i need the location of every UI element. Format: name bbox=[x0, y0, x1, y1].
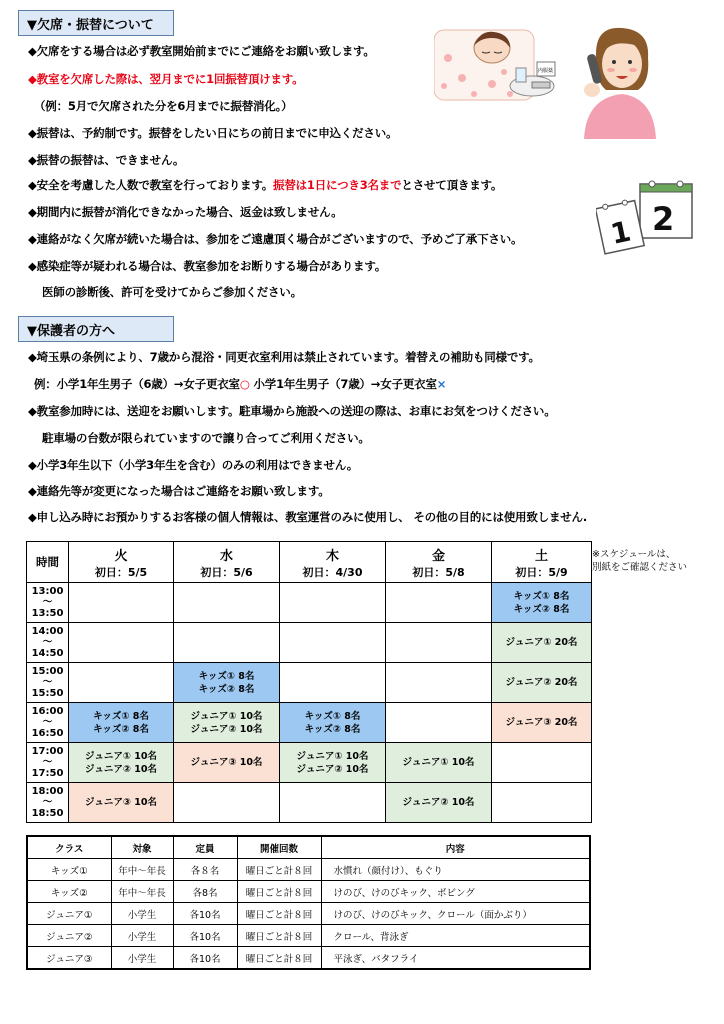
class-header-row bbox=[27, 836, 590, 859]
time-slot bbox=[27, 743, 69, 783]
schedule-cell-junior3 bbox=[174, 743, 280, 783]
class-capacity: 各10名 bbox=[173, 925, 237, 947]
time-tilde: ～ bbox=[42, 597, 53, 608]
guardian-line-5: ◆小学3年生以下（小学3年生を含む）のみの利用はできません。 bbox=[28, 458, 359, 472]
time-start: 16:00 bbox=[31, 706, 64, 717]
schedule-row-1800 bbox=[27, 783, 592, 823]
schedule-cell bbox=[492, 743, 592, 783]
time-end: 13:50 bbox=[31, 608, 64, 619]
class-slot: キッズ① 8名 bbox=[304, 710, 361, 722]
class-sessions: 曜日ごと計８回 bbox=[237, 903, 321, 925]
time-start: 17:00 bbox=[31, 746, 64, 757]
time-header: 時間 bbox=[27, 542, 69, 583]
schedule-cell bbox=[492, 783, 592, 823]
class-slot: キッズ① 8名 bbox=[93, 710, 149, 722]
time-slot bbox=[27, 623, 69, 663]
schedule-cell bbox=[280, 663, 386, 703]
calendar-illustration bbox=[596, 178, 696, 258]
class-slot: ジュニア② 10名 bbox=[296, 763, 369, 775]
day-sat: 土 bbox=[534, 548, 548, 564]
class-slot: ジュニア③ 20名 bbox=[505, 717, 578, 728]
guardian-line-3: ◆教室参加時には、送迎をお願いします。駐車場から施設への送迎の際は、お車にお気をつけください。 bbox=[28, 404, 556, 418]
class-slot: キッズ① 8名 bbox=[198, 670, 255, 682]
schedule-cell bbox=[174, 623, 280, 663]
class-content: けのび、けのびキック、クロール（面かぶり） bbox=[321, 903, 590, 925]
first-date-fri: 初日：5/8 bbox=[412, 565, 465, 579]
schedule-row-1400 bbox=[27, 623, 592, 663]
class-slot: キッズ② 8名 bbox=[513, 603, 570, 615]
class-name: ジュニア③ bbox=[27, 947, 111, 970]
class-table bbox=[26, 835, 591, 970]
time-slot bbox=[27, 783, 69, 823]
schedule-cell bbox=[69, 583, 174, 623]
guardian-line-7: ◆申し込み時にお預かりするお客様の個人情報は、教室運営のみに使用し、 その他の目的には使用致しません. bbox=[28, 510, 588, 524]
schedule-cell bbox=[280, 783, 386, 823]
time-tilde: ～ bbox=[42, 677, 53, 688]
schedule-cell-junior bbox=[280, 743, 386, 783]
schedule-cell bbox=[386, 703, 492, 743]
schedule-row-1500 bbox=[27, 663, 592, 703]
schedule-row-1600 bbox=[27, 703, 592, 743]
sick-child-illustration bbox=[434, 28, 564, 108]
schedule-cell-junior3 bbox=[492, 703, 592, 743]
schedule-cell-kids bbox=[174, 663, 280, 703]
class-header-capacity: 定員 bbox=[173, 836, 237, 859]
class-target: 小学生 bbox=[111, 947, 173, 970]
class-sessions: 曜日ごと計８回 bbox=[237, 859, 321, 881]
absence-line-3: （例：5月で欠席された分を6月までに振替消化。） bbox=[34, 99, 293, 113]
class-slot: ジュニア① 20名 bbox=[505, 637, 578, 648]
schedule-cell bbox=[174, 783, 280, 823]
class-content: 平泳ぎ、バタフライ bbox=[321, 947, 590, 970]
class-sessions: 曜日ごと計８回 bbox=[237, 947, 321, 970]
day-tue: 火 bbox=[114, 548, 128, 564]
day-thu: 木 bbox=[325, 548, 339, 564]
schedule-cell-junior bbox=[492, 663, 592, 703]
schedule-note-line-1: ※スケジュールは、 bbox=[592, 549, 676, 560]
day-header-thu bbox=[280, 542, 386, 583]
schedule-row-1300 bbox=[27, 583, 592, 623]
day-header-fri bbox=[386, 542, 492, 583]
time-slot bbox=[27, 663, 69, 703]
schedule-note bbox=[592, 548, 687, 574]
class-header-class: クラス bbox=[27, 836, 111, 859]
schedule-cell bbox=[386, 583, 492, 623]
absence-line-2: ◆教室を欠席した際は、翌月までに1回振替頂けます。 bbox=[28, 72, 304, 86]
class-slot: ジュニア② 10名 bbox=[85, 763, 157, 775]
class-header-content: 内容 bbox=[321, 836, 590, 859]
class-slot: ジュニア③ 10名 bbox=[190, 757, 263, 768]
class-header-sessions: 開催回数 bbox=[237, 836, 321, 859]
class-row bbox=[27, 903, 590, 925]
class-slot: ジュニア① 10名 bbox=[402, 757, 475, 768]
not-allowed-mark: × bbox=[436, 377, 447, 391]
schedule-note-line-2: 別紙をご確認ください bbox=[592, 562, 688, 573]
time-start: 15:00 bbox=[31, 666, 64, 677]
absence-line-6a: ◆安全を考慮した人数で教室を行っております。 bbox=[28, 178, 274, 192]
class-capacity: 各8名 bbox=[173, 881, 237, 903]
schedule-table bbox=[26, 541, 592, 823]
day-header-sat bbox=[492, 542, 592, 583]
schedule-row-1700 bbox=[27, 743, 592, 783]
class-slot: ジュニア① 10名 bbox=[190, 710, 263, 722]
class-header-target: 対象 bbox=[111, 836, 173, 859]
time-end: 18:50 bbox=[31, 808, 64, 819]
class-capacity: 各10名 bbox=[173, 903, 237, 925]
class-content: クロール、背泳ぎ bbox=[321, 925, 590, 947]
schedule-cell bbox=[386, 623, 492, 663]
class-name: キッズ② bbox=[27, 881, 111, 903]
allowed-mark: ○ bbox=[239, 377, 250, 391]
class-slot: ジュニア① 10名 bbox=[296, 750, 369, 762]
class-target: 小学生 bbox=[111, 903, 173, 925]
time-end: 14:50 bbox=[31, 648, 64, 659]
time-end: 17:50 bbox=[31, 768, 64, 779]
absence-line-5: ◆振替の振替は、できません。 bbox=[28, 153, 185, 167]
class-row bbox=[27, 947, 590, 970]
class-capacity: 各８名 bbox=[173, 859, 237, 881]
time-tilde: ～ bbox=[42, 637, 53, 648]
time-start: 18:00 bbox=[31, 786, 64, 797]
class-name: ジュニア① bbox=[27, 903, 111, 925]
absence-line-6c: とさせて頂きます。 bbox=[401, 178, 503, 192]
time-slot bbox=[27, 703, 69, 743]
class-slot: キッズ② 8名 bbox=[198, 683, 255, 695]
calendar-number-2: 2 bbox=[652, 200, 675, 238]
calendar-number-1: 1 bbox=[607, 214, 634, 251]
schedule-cell bbox=[386, 663, 492, 703]
guardian-example-b: 小学1年生男子（7歳）→女子更衣室 bbox=[253, 377, 437, 391]
class-row bbox=[27, 925, 590, 947]
schedule-cell-junior bbox=[69, 743, 174, 783]
class-slot: ジュニア③ 10名 bbox=[85, 797, 157, 808]
schedule-cell-junior3 bbox=[69, 783, 174, 823]
absence-line-1: ◆欠席をする場合は必ず教室開始前までにご連絡をお願い致します。 bbox=[28, 44, 375, 58]
schedule-cell-junior bbox=[386, 783, 492, 823]
class-slot: ジュニア② 20名 bbox=[505, 677, 578, 688]
class-sessions: 曜日ごと計８回 bbox=[237, 881, 321, 903]
class-sessions: 曜日ごと計８回 bbox=[237, 925, 321, 947]
time-start: 13:00 bbox=[31, 586, 64, 597]
time-slot bbox=[27, 583, 69, 623]
first-date-thu: 初日：4/30 bbox=[302, 565, 363, 579]
class-slot: ジュニア② 10名 bbox=[402, 797, 475, 808]
class-content: けのび、けのびキック、ボビング bbox=[321, 881, 590, 903]
guardian-line-1: ◆埼玉県の条例により、7歳から混浴・同更衣室利用は禁止されています。着替えの補助も同様です。 bbox=[28, 350, 540, 364]
guardian-line-2 bbox=[34, 376, 446, 392]
class-slot: ジュニア① 10名 bbox=[85, 750, 157, 762]
section-guardian-title-text: ▼保護者の方へ bbox=[27, 323, 115, 339]
absence-line-7: ◆期間内に振替が消化できなかった場合、返金は致しません。 bbox=[28, 205, 343, 219]
class-name: ジュニア② bbox=[27, 925, 111, 947]
time-tilde: ～ bbox=[42, 717, 53, 728]
day-header-tue bbox=[69, 542, 174, 583]
class-target: 年中～年長 bbox=[111, 881, 173, 903]
absence-line-4: ◆振替は、予約制です。振替をしたい日にちの前日までに申込ください。 bbox=[28, 126, 398, 140]
class-slot: ジュニア② 10名 bbox=[190, 723, 263, 735]
schedule-cell-junior bbox=[174, 703, 280, 743]
class-slot: キッズ② 8名 bbox=[93, 723, 149, 735]
class-slot: キッズ② 8名 bbox=[304, 723, 361, 735]
schedule-cell bbox=[69, 623, 174, 663]
section-absence-title-text: ▼欠席・振替について bbox=[27, 17, 154, 33]
woman-phone-illustration bbox=[578, 24, 658, 139]
absence-line-10: 医師の診断後、許可を受けてからご参加ください。 bbox=[42, 285, 302, 299]
schedule-cell-junior bbox=[492, 623, 592, 663]
time-tilde: ～ bbox=[42, 797, 53, 808]
time-start: 14:00 bbox=[31, 626, 64, 637]
class-slot: キッズ① 8名 bbox=[513, 590, 570, 602]
class-row bbox=[27, 859, 590, 881]
section-guardian-title bbox=[18, 316, 174, 342]
schedule-cell bbox=[69, 663, 174, 703]
schedule-cell bbox=[280, 583, 386, 623]
medicine-label: 内服薬 bbox=[538, 68, 554, 74]
class-name: キッズ① bbox=[27, 859, 111, 881]
guardian-line-4: 駐車場の台数が限られていますので譲り合ってご利用ください。 bbox=[42, 431, 370, 445]
time-end: 16:50 bbox=[31, 728, 64, 739]
guardian-example-a: 例：小学1年生男子（6歳）→女子更衣室 bbox=[34, 377, 240, 391]
schedule-cell-kids bbox=[492, 583, 592, 623]
time-end: 15:50 bbox=[31, 688, 64, 699]
guardian-line-6: ◆連絡先等が変更になった場合はご連絡をお願い致します。 bbox=[28, 484, 330, 498]
class-content: 水慣れ（顔付け）、もぐり bbox=[321, 859, 590, 881]
day-header-wed bbox=[174, 542, 280, 583]
schedule-cell-kids bbox=[280, 703, 386, 743]
section-absence-title bbox=[18, 10, 174, 36]
absence-line-9: ◆感染症等が疑われる場合は、教室参加をお断りする場合があります。 bbox=[28, 259, 387, 273]
class-target: 小学生 bbox=[111, 925, 173, 947]
schedule-cell bbox=[280, 623, 386, 663]
schedule-header-row bbox=[27, 542, 592, 583]
first-date-wed: 初日：5/6 bbox=[200, 565, 253, 579]
first-date-tue: 初日：5/5 bbox=[94, 565, 148, 579]
schedule-cell-kids bbox=[69, 703, 174, 743]
class-row bbox=[27, 881, 590, 903]
schedule-cell bbox=[174, 583, 280, 623]
day-fri: 金 bbox=[431, 548, 445, 564]
class-target: 年中～年長 bbox=[111, 859, 173, 881]
first-date-sat: 初日：5/9 bbox=[515, 565, 568, 579]
schedule-cell-junior bbox=[386, 743, 492, 783]
time-tilde: ～ bbox=[42, 757, 53, 768]
day-wed: 水 bbox=[219, 548, 233, 564]
absence-line-6 bbox=[28, 177, 502, 193]
class-capacity: 各10名 bbox=[173, 947, 237, 970]
absence-line-8: ◆連絡がなく欠席が続いた場合は、参加をご遠慮頂く場合がございますので、予めご了承下さい。 bbox=[28, 232, 523, 246]
absence-line-6b: 振替は1日につき3名まで bbox=[273, 178, 402, 192]
